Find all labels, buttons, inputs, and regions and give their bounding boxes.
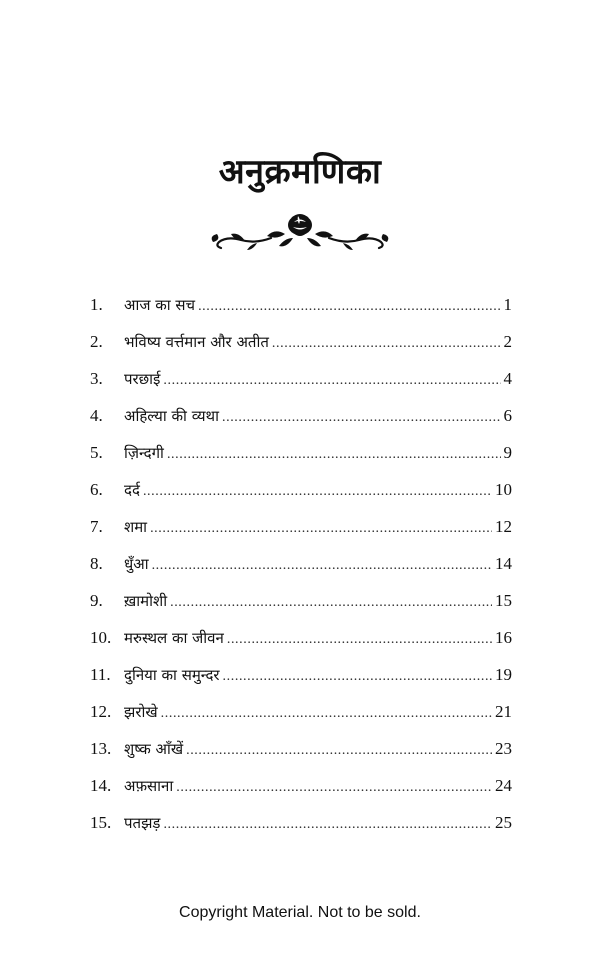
toc-entry-number: 6. xyxy=(90,480,103,499)
toc-entry[interactable] xyxy=(90,438,512,475)
toc-entry[interactable] xyxy=(90,771,512,808)
toc-entry[interactable] xyxy=(90,549,512,586)
dot-leader xyxy=(163,366,500,396)
toc-entry-title: दुनिया का समुन्दर xyxy=(124,666,220,684)
dot-leader xyxy=(143,477,492,507)
copyright-footer: Copyright Material. Not to be sold. xyxy=(179,904,421,921)
toc-entry-number: 2. xyxy=(90,332,103,351)
toc-entry-page-number: 19 xyxy=(495,665,512,684)
toc-entry-page-number: 6 xyxy=(503,406,512,425)
toc-entry-page-number: 23 xyxy=(495,739,512,758)
toc-entry[interactable] xyxy=(90,808,512,845)
toc-entry-number: 1. xyxy=(90,295,103,314)
toc-entry-title: ज़िन्दगी xyxy=(124,444,164,462)
dot-leader xyxy=(198,292,500,322)
dot-leader xyxy=(161,699,492,729)
toc-entry-number: 9. xyxy=(90,591,103,610)
toc-entry-title: पतझड़ xyxy=(124,814,161,832)
toc-entry-page-number: 10 xyxy=(495,480,512,499)
dot-leader xyxy=(176,773,492,803)
toc-entry[interactable] xyxy=(90,475,512,512)
toc-entry[interactable] xyxy=(90,290,512,327)
toc-entry-number: 14. xyxy=(90,776,112,795)
toc-entry-title: भविष्य वर्त्तमान और अतीत xyxy=(124,333,269,351)
toc-entry-title: अहिल्या की व्यथा xyxy=(124,407,219,425)
page-title: अनुक्रमणिका xyxy=(218,152,382,192)
table-of-contents xyxy=(90,290,512,845)
toc-entry[interactable] xyxy=(90,734,512,771)
toc-entry-page-number: 1 xyxy=(503,295,512,314)
toc-entry-title: धुँआ xyxy=(124,555,149,573)
dot-leader xyxy=(170,588,492,618)
toc-entry-page-number: 16 xyxy=(495,628,512,647)
toc-entry-title: आज का सच xyxy=(124,296,196,314)
dot-leader xyxy=(167,440,501,470)
dot-leader xyxy=(150,514,492,544)
toc-entry[interactable] xyxy=(90,512,512,549)
toc-entry-page-number: 15 xyxy=(495,591,512,610)
rose-flourish-icon xyxy=(205,208,395,258)
toc-entry-page-number: 14 xyxy=(495,554,512,573)
toc-entry-number: 10. xyxy=(90,628,112,647)
toc-entry-number: 12. xyxy=(90,702,112,721)
dot-leader xyxy=(272,329,501,359)
toc-entry-title: झरोखे xyxy=(124,703,158,721)
toc-entry-page-number: 2 xyxy=(503,332,512,351)
toc-entry-number: 4. xyxy=(90,406,103,425)
toc-entry-title: अफ़साना xyxy=(124,777,174,795)
toc-entry-number: 3. xyxy=(90,369,103,388)
dot-leader xyxy=(163,810,492,840)
toc-entry[interactable] xyxy=(90,586,512,623)
toc-entry-number: 7. xyxy=(90,517,103,536)
toc-entry-page-number: 25 xyxy=(495,813,512,832)
toc-entry-number: 11. xyxy=(90,665,111,684)
dot-leader xyxy=(152,551,492,581)
toc-entry-number: 15. xyxy=(90,813,112,832)
toc-entry[interactable] xyxy=(90,623,512,660)
dot-leader xyxy=(227,625,492,655)
toc-entry-page-number: 4 xyxy=(503,369,512,388)
toc-entry-number: 8. xyxy=(90,554,103,573)
toc-entry-number: 5. xyxy=(90,443,103,462)
toc-entry[interactable] xyxy=(90,697,512,734)
toc-entry-page-number: 12 xyxy=(495,517,512,536)
dot-leader xyxy=(222,403,501,433)
toc-entry-title: दर्द xyxy=(124,481,140,499)
toc-entry-title: ख़ामोशी xyxy=(124,592,168,610)
toc-entry[interactable] xyxy=(90,401,512,438)
toc-entry[interactable] xyxy=(90,327,512,364)
toc-entry-title: मरुस्थल का जीवन xyxy=(124,629,224,647)
dot-leader xyxy=(186,736,492,766)
toc-entry[interactable] xyxy=(90,660,512,697)
toc-entry-number: 13. xyxy=(90,739,112,758)
toc-entry-title: परछाई xyxy=(124,370,161,388)
toc-entry-page-number: 24 xyxy=(495,776,512,795)
toc-entry-page-number: 9 xyxy=(503,443,512,462)
toc-entry-title: शुष्क आँखें xyxy=(124,740,184,758)
toc-entry[interactable] xyxy=(90,364,512,401)
toc-entry-title: शमा xyxy=(124,518,148,536)
dot-leader xyxy=(223,662,492,692)
toc-entry-page-number: 21 xyxy=(495,702,512,721)
